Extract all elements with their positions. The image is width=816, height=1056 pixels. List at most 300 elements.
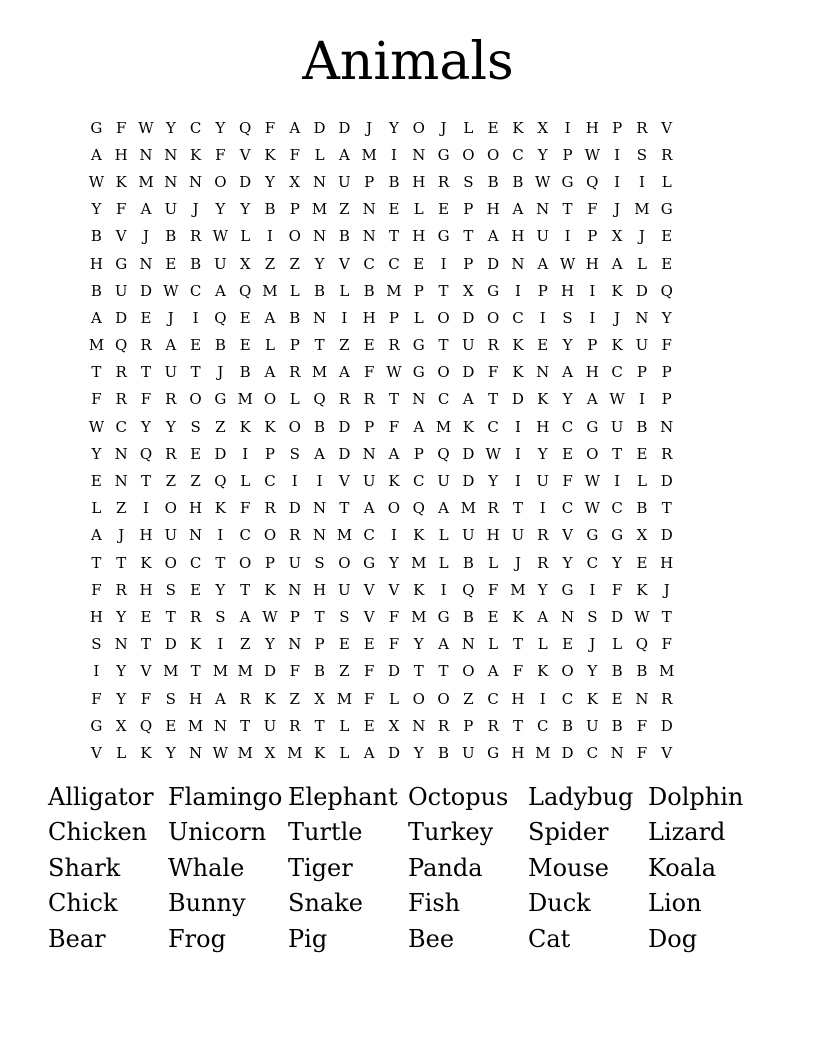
grid-letter[interactable]: G <box>437 145 450 164</box>
grid-letter[interactable]: T <box>314 716 325 735</box>
grid-letter[interactable]: U <box>610 417 624 436</box>
grid-letter[interactable]: A <box>90 308 102 327</box>
grid-letter[interactable]: C <box>512 308 524 327</box>
grid-letter[interactable]: H <box>585 363 599 382</box>
grid-letter[interactable]: M <box>287 743 303 762</box>
grid-letter[interactable]: M <box>510 580 526 599</box>
grid-letter[interactable]: N <box>313 499 327 518</box>
grid-letter[interactable]: E <box>413 254 425 273</box>
grid-letter[interactable]: U <box>635 336 649 355</box>
grid-letter[interactable]: O <box>387 499 401 518</box>
grid-letter[interactable]: G <box>561 580 574 599</box>
grid-letter[interactable]: Q <box>139 716 153 735</box>
grid-letter[interactable]: H <box>362 308 376 327</box>
grid-letter[interactable]: R <box>661 689 673 708</box>
grid-letter[interactable]: U <box>114 281 128 300</box>
grid-letter[interactable]: N <box>189 172 203 191</box>
grid-letter[interactable]: O <box>164 553 177 572</box>
grid-letter[interactable]: N <box>635 689 649 708</box>
grid-letter[interactable]: Y <box>215 118 226 137</box>
grid-letter[interactable]: E <box>239 336 251 355</box>
grid-letter[interactable]: R <box>289 363 301 382</box>
grid-letter[interactable]: H <box>511 227 525 246</box>
grid-letter[interactable]: Q <box>462 580 475 599</box>
grid-letter[interactable]: N <box>412 716 426 735</box>
grid-letter[interactable]: W <box>138 118 154 137</box>
grid-letter[interactable]: B <box>636 662 648 681</box>
grid-letter[interactable]: S <box>289 444 300 463</box>
grid-letter[interactable]: Q <box>635 635 649 654</box>
grid-letter[interactable]: D <box>635 281 648 300</box>
grid-letter[interactable]: F <box>487 580 499 599</box>
grid-letter[interactable]: A <box>338 145 350 164</box>
grid-letter[interactable]: N <box>511 254 525 273</box>
grid-letter[interactable]: I <box>638 390 645 409</box>
grid-letter[interactable]: T <box>463 227 474 246</box>
grid-letter[interactable]: B <box>611 662 623 681</box>
grid-letter[interactable]: H <box>511 743 525 762</box>
grid-letter[interactable]: B <box>388 172 400 191</box>
grid-letter[interactable]: I <box>638 172 645 191</box>
grid-letter[interactable]: F <box>140 390 152 409</box>
grid-letter[interactable]: P <box>587 227 598 246</box>
grid-letter[interactable]: G <box>115 254 128 273</box>
grid-letter[interactable]: L <box>240 472 251 491</box>
grid-letter[interactable]: G <box>586 526 599 545</box>
grid-letter[interactable]: H <box>89 607 103 626</box>
grid-letter[interactable]: I <box>242 444 249 463</box>
grid-letter[interactable]: N <box>635 308 649 327</box>
grid-letter[interactable]: L <box>91 499 102 518</box>
grid-letter[interactable]: S <box>587 607 598 626</box>
grid-letter[interactable]: H <box>585 118 599 137</box>
grid-letter[interactable]: C <box>189 281 202 300</box>
grid-letter[interactable]: B <box>314 281 326 300</box>
grid-letter[interactable]: O <box>561 662 574 681</box>
grid-letter[interactable]: T <box>512 499 523 518</box>
grid-letter[interactable]: I <box>267 227 273 246</box>
grid-letter[interactable]: L <box>339 716 350 735</box>
grid-letter[interactable]: U <box>462 526 475 545</box>
grid-letter[interactable]: C <box>413 472 425 491</box>
grid-letter[interactable]: K <box>462 417 474 436</box>
grid-letter[interactable]: F <box>91 689 102 708</box>
grid-letter[interactable]: J <box>167 308 174 327</box>
grid-letter[interactable]: S <box>463 172 474 191</box>
grid-letter[interactable]: D <box>239 172 252 191</box>
grid-letter[interactable]: E <box>363 635 375 654</box>
grid-letter[interactable]: C <box>239 526 251 545</box>
grid-letter[interactable]: Q <box>115 336 128 355</box>
grid-letter[interactable]: W <box>212 227 229 246</box>
grid-letter[interactable]: K <box>512 607 524 626</box>
grid-letter[interactable]: Z <box>339 336 350 355</box>
grid-letter[interactable]: D <box>313 118 326 137</box>
grid-letter[interactable]: J <box>514 553 521 572</box>
grid-letter[interactable]: O <box>288 417 301 436</box>
grid-letter[interactable]: B <box>190 254 202 273</box>
grid-letter[interactable]: H <box>89 254 103 273</box>
grid-letter[interactable]: B <box>462 607 474 626</box>
grid-letter[interactable]: A <box>90 145 102 164</box>
grid-letter[interactable]: R <box>165 390 177 409</box>
grid-letter[interactable]: D <box>511 390 524 409</box>
grid-letter[interactable]: O <box>214 172 227 191</box>
grid-letter[interactable]: A <box>462 390 474 409</box>
grid-letter[interactable]: F <box>587 200 598 219</box>
grid-letter[interactable]: E <box>487 118 499 137</box>
grid-letter[interactable]: L <box>240 227 251 246</box>
grid-letter[interactable]: Y <box>488 472 499 491</box>
grid-letter[interactable]: C <box>512 145 524 164</box>
grid-letter[interactable]: I <box>514 281 521 300</box>
grid-letter[interactable]: M <box>212 662 229 681</box>
grid-letter[interactable]: R <box>189 607 202 626</box>
grid-letter[interactable]: F <box>512 662 524 681</box>
grid-letter[interactable]: A <box>537 254 549 273</box>
grid-letter[interactable]: Y <box>91 200 102 219</box>
grid-letter[interactable]: M <box>311 363 328 382</box>
grid-letter[interactable]: P <box>364 417 375 436</box>
grid-letter[interactable]: W <box>386 363 402 382</box>
grid-letter[interactable]: M <box>237 390 253 409</box>
grid-letter[interactable]: T <box>314 607 325 626</box>
grid-letter[interactable]: M <box>361 145 377 164</box>
grid-letter[interactable]: X <box>636 526 648 545</box>
grid-letter[interactable]: C <box>586 743 599 762</box>
grid-letter[interactable]: W <box>584 472 601 491</box>
grid-letter[interactable]: R <box>338 390 351 409</box>
grid-letter[interactable]: A <box>487 662 499 681</box>
grid-letter[interactable]: Z <box>115 499 127 518</box>
grid-letter[interactable]: N <box>536 363 550 382</box>
grid-letter[interactable]: K <box>512 363 524 382</box>
grid-letter[interactable]: R <box>165 444 177 463</box>
grid-letter[interactable]: M <box>411 553 427 572</box>
grid-letter[interactable]: E <box>363 716 375 735</box>
grid-letter[interactable]: C <box>611 363 623 382</box>
grid-letter[interactable]: O <box>437 363 450 382</box>
grid-letter[interactable]: W <box>584 499 601 518</box>
grid-letter[interactable]: F <box>388 635 400 654</box>
grid-letter[interactable]: Y <box>562 390 573 409</box>
grid-letter[interactable]: B <box>512 172 524 191</box>
grid-letter[interactable]: Y <box>265 172 275 191</box>
grid-letter[interactable]: I <box>514 472 521 491</box>
grid-letter[interactable]: I <box>539 308 546 327</box>
grid-letter[interactable]: N <box>362 200 376 219</box>
grid-letter[interactable]: W <box>584 145 601 164</box>
grid-letter[interactable]: I <box>589 580 596 599</box>
grid-letter[interactable]: I <box>217 635 224 654</box>
grid-letter[interactable]: F <box>388 607 400 626</box>
grid-letter[interactable]: F <box>661 635 672 654</box>
grid-letter[interactable]: L <box>289 281 300 300</box>
grid-letter[interactable]: B <box>314 417 326 436</box>
grid-letter[interactable]: R <box>189 227 202 246</box>
grid-letter[interactable]: I <box>564 227 571 246</box>
grid-letter[interactable]: T <box>165 607 176 626</box>
grid-letter[interactable]: D <box>462 308 475 327</box>
grid-letter[interactable]: Y <box>612 553 623 572</box>
grid-letter[interactable]: K <box>214 499 226 518</box>
grid-letter[interactable]: T <box>512 635 523 654</box>
grid-letter[interactable]: A <box>314 444 325 463</box>
grid-letter[interactable]: V <box>140 662 152 681</box>
grid-letter[interactable]: E <box>140 607 152 626</box>
grid-letter[interactable]: E <box>165 254 177 273</box>
grid-letter[interactable]: G <box>90 118 103 137</box>
grid-letter[interactable]: Y <box>537 145 548 164</box>
grid-letter[interactable]: Z <box>165 472 176 491</box>
grid-letter[interactable]: R <box>115 363 127 382</box>
grid-letter[interactable]: B <box>289 308 301 327</box>
grid-letter[interactable]: A <box>165 336 177 355</box>
grid-letter[interactable]: Y <box>116 662 127 681</box>
grid-letter[interactable]: S <box>190 417 201 436</box>
grid-letter[interactable]: D <box>214 444 227 463</box>
grid-letter[interactable]: K <box>611 336 623 355</box>
grid-letter[interactable]: T <box>190 662 201 681</box>
grid-letter[interactable]: H <box>139 580 153 599</box>
grid-letter[interactable]: Y <box>537 444 548 463</box>
grid-letter[interactable]: R <box>487 716 499 735</box>
grid-letter[interactable]: O <box>462 145 475 164</box>
grid-letter[interactable]: T <box>438 662 449 681</box>
grid-letter[interactable]: V <box>661 118 673 137</box>
grid-letter[interactable]: I <box>291 472 298 491</box>
grid-letter[interactable]: N <box>139 254 153 273</box>
grid-letter[interactable]: Z <box>339 662 350 681</box>
grid-letter[interactable]: E <box>438 200 450 219</box>
grid-letter[interactable]: J <box>589 635 596 654</box>
grid-letter[interactable]: R <box>661 444 673 463</box>
grid-letter[interactable]: N <box>560 607 575 626</box>
grid-letter[interactable]: T <box>314 336 325 355</box>
grid-letter[interactable]: L <box>488 553 499 572</box>
grid-letter[interactable]: F <box>115 118 127 137</box>
grid-letter[interactable]: F <box>661 336 672 355</box>
grid-letter[interactable]: C <box>561 417 574 436</box>
grid-letter[interactable]: W <box>485 444 501 463</box>
grid-letter[interactable]: Y <box>389 118 399 137</box>
grid-letter[interactable]: R <box>636 118 648 137</box>
grid-letter[interactable]: P <box>463 716 474 735</box>
grid-letter[interactable]: X <box>264 743 276 762</box>
grid-letter[interactable]: O <box>164 499 177 518</box>
grid-letter[interactable]: E <box>140 308 152 327</box>
grid-letter[interactable]: K <box>313 743 326 762</box>
grid-letter[interactable]: T <box>215 553 226 572</box>
grid-letter[interactable]: Y <box>240 200 251 219</box>
grid-letter[interactable]: O <box>189 390 202 409</box>
grid-letter[interactable]: O <box>288 227 301 246</box>
grid-letter[interactable]: U <box>338 580 351 599</box>
grid-letter[interactable]: W <box>163 281 179 300</box>
grid-letter[interactable]: K <box>388 472 400 491</box>
grid-letter[interactable]: F <box>636 743 648 762</box>
grid-letter[interactable]: Q <box>313 390 326 409</box>
grid-letter[interactable]: Q <box>214 308 227 327</box>
grid-letter[interactable]: G <box>561 172 574 191</box>
grid-letter[interactable]: P <box>413 281 424 300</box>
grid-letter[interactable]: S <box>339 607 350 626</box>
grid-letter[interactable]: L <box>388 689 399 708</box>
grid-letter[interactable]: T <box>140 472 151 491</box>
grid-letter[interactable]: B <box>314 662 326 681</box>
grid-letter[interactable]: F <box>140 689 152 708</box>
grid-letter[interactable]: S <box>91 635 102 654</box>
grid-letter[interactable]: N <box>412 390 426 409</box>
grid-letter[interactable]: J <box>118 526 125 545</box>
grid-letter[interactable]: S <box>215 607 226 626</box>
grid-letter[interactable]: L <box>289 390 300 409</box>
grid-letter[interactable]: C <box>115 417 127 436</box>
grid-letter[interactable]: F <box>289 145 300 164</box>
grid-letter[interactable]: M <box>163 662 179 681</box>
grid-letter[interactable]: K <box>264 689 276 708</box>
grid-letter[interactable]: Y <box>661 308 672 327</box>
grid-letter[interactable]: A <box>438 499 449 518</box>
grid-letter[interactable]: M <box>435 417 452 436</box>
grid-letter[interactable]: M <box>187 716 204 735</box>
grid-letter[interactable]: R <box>437 172 450 191</box>
grid-letter[interactable]: J <box>663 580 670 599</box>
grid-letter[interactable]: G <box>363 553 376 572</box>
grid-letter[interactable]: T <box>190 363 201 382</box>
grid-letter[interactable]: V <box>338 472 350 491</box>
grid-letter[interactable]: F <box>239 499 251 518</box>
grid-letter[interactable]: U <box>362 472 376 491</box>
grid-letter[interactable]: B <box>264 200 276 219</box>
grid-letter[interactable]: Z <box>289 254 300 273</box>
grid-letter[interactable]: E <box>190 336 202 355</box>
grid-letter[interactable]: M <box>138 172 154 191</box>
grid-letter[interactable]: A <box>537 607 549 626</box>
grid-letter[interactable]: A <box>512 200 524 219</box>
grid-letter[interactable]: K <box>636 580 648 599</box>
grid-letter[interactable]: U <box>462 336 475 355</box>
grid-letter[interactable]: C <box>264 472 276 491</box>
grid-letter[interactable]: W <box>535 172 551 191</box>
grid-letter[interactable]: G <box>437 607 450 626</box>
grid-letter[interactable]: Q <box>437 444 450 463</box>
grid-letter[interactable]: B <box>214 336 226 355</box>
grid-letter[interactable]: M <box>237 662 253 681</box>
grid-letter[interactable]: Y <box>413 635 424 654</box>
grid-letter[interactable]: A <box>586 390 598 409</box>
grid-letter[interactable]: T <box>240 580 251 599</box>
grid-letter[interactable]: P <box>364 172 375 191</box>
grid-letter[interactable]: L <box>438 526 449 545</box>
grid-letter[interactable]: M <box>386 281 402 300</box>
grid-letter[interactable]: B <box>562 716 574 735</box>
grid-letter[interactable]: L <box>661 172 672 191</box>
grid-letter[interactable]: O <box>263 526 277 545</box>
grid-letter[interactable]: I <box>316 472 323 491</box>
grid-letter[interactable]: G <box>437 227 450 246</box>
grid-letter[interactable]: K <box>264 145 276 164</box>
grid-letter[interactable]: N <box>313 308 327 327</box>
grid-letter[interactable]: Z <box>190 472 201 491</box>
grid-letter[interactable]: N <box>362 444 376 463</box>
grid-letter[interactable]: I <box>143 499 149 518</box>
grid-letter[interactable]: R <box>537 526 549 545</box>
grid-letter[interactable]: T <box>438 281 449 300</box>
grid-letter[interactable]: V <box>363 580 375 599</box>
grid-letter[interactable]: G <box>611 526 624 545</box>
grid-letter[interactable]: N <box>288 580 302 599</box>
grid-letter[interactable]: Z <box>264 254 276 273</box>
grid-letter[interactable]: P <box>562 145 573 164</box>
grid-letter[interactable]: A <box>289 118 301 137</box>
grid-letter[interactable]: Q <box>239 281 252 300</box>
grid-letter[interactable]: P <box>612 118 623 137</box>
grid-letter[interactable]: Y <box>587 662 598 681</box>
grid-letter[interactable]: B <box>338 227 350 246</box>
grid-letter[interactable]: V <box>115 227 127 246</box>
grid-letter[interactable]: E <box>363 336 375 355</box>
grid-letter[interactable]: H <box>189 499 203 518</box>
grid-letter[interactable]: A <box>214 689 226 708</box>
grid-letter[interactable]: C <box>561 689 574 708</box>
grid-letter[interactable]: G <box>214 390 227 409</box>
grid-letter[interactable]: X <box>115 716 127 735</box>
grid-letter[interactable]: N <box>213 716 227 735</box>
grid-letter[interactable]: J <box>217 363 224 382</box>
grid-letter[interactable]: Y <box>215 200 226 219</box>
grid-letter[interactable]: V <box>90 743 102 762</box>
grid-letter[interactable]: O <box>486 145 500 164</box>
grid-letter[interactable]: V <box>239 145 251 164</box>
grid-letter[interactable]: N <box>114 635 128 654</box>
grid-letter[interactable]: P <box>314 635 325 654</box>
grid-letter[interactable]: Y <box>562 336 573 355</box>
grid-letter[interactable]: Y <box>165 118 176 137</box>
grid-letter[interactable]: B <box>438 743 450 762</box>
grid-letter[interactable]: E <box>611 689 623 708</box>
grid-letter[interactable]: K <box>189 635 202 654</box>
grid-letter[interactable]: I <box>341 308 348 327</box>
grid-letter[interactable]: K <box>586 689 598 708</box>
grid-letter[interactable]: F <box>487 363 499 382</box>
grid-letter[interactable]: K <box>140 553 152 572</box>
grid-letter[interactable]: L <box>612 635 623 654</box>
grid-letter[interactable]: I <box>614 172 621 191</box>
grid-letter[interactable]: M <box>659 662 675 681</box>
grid-letter[interactable]: C <box>537 716 549 735</box>
grid-letter[interactable]: R <box>140 336 152 355</box>
grid-letter[interactable]: T <box>661 499 672 518</box>
grid-letter[interactable]: K <box>537 390 549 409</box>
grid-letter[interactable]: D <box>139 281 152 300</box>
grid-letter[interactable]: E <box>190 444 202 463</box>
grid-letter[interactable]: U <box>462 743 475 762</box>
grid-letter[interactable]: L <box>636 254 647 273</box>
grid-letter[interactable]: A <box>264 308 276 327</box>
grid-letter[interactable]: G <box>90 716 103 735</box>
grid-letter[interactable]: R <box>537 553 549 572</box>
grid-letter[interactable]: A <box>363 499 375 518</box>
grid-letter[interactable]: T <box>413 662 424 681</box>
grid-letter[interactable]: E <box>90 472 102 491</box>
grid-letter[interactable]: L <box>314 145 325 164</box>
grid-letter[interactable]: L <box>413 308 424 327</box>
grid-letter[interactable]: V <box>363 607 375 626</box>
grid-letter[interactable]: C <box>388 254 400 273</box>
grid-letter[interactable]: T <box>388 227 399 246</box>
grid-letter[interactable]: J <box>638 227 645 246</box>
